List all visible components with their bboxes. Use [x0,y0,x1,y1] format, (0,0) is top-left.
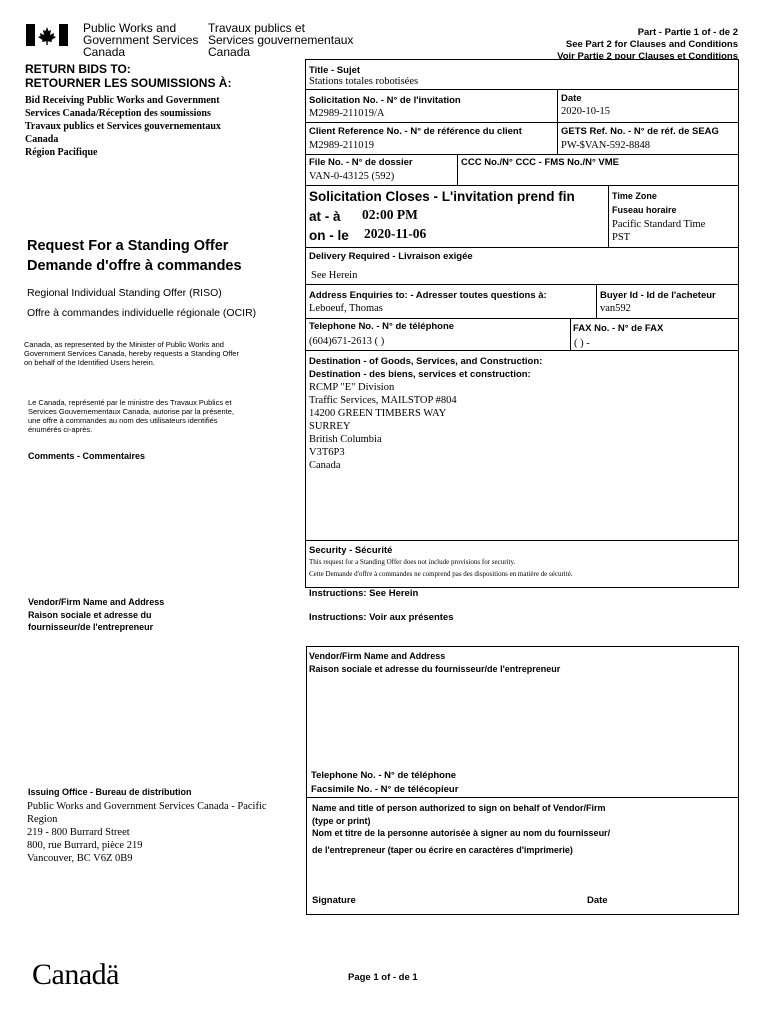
ccc-label: CCC No./N° CCC - FMS No./N° VME [461,157,620,168]
issuing-office-label: Issuing Office - Bureau de distribution [28,787,192,797]
request-paragraph-fr [28,398,234,434]
paragraph-line: Services Gouvernementaux Canada, autorise par la présente, [28,407,234,416]
office-line: Public Works and Government Services Canada - Pacific [27,801,267,812]
fax-value: ( ) - [574,338,590,349]
file-no-label: File No. - N° de dossier [309,157,413,168]
address-line: Région Pacifique [25,147,98,158]
government-flag-icon [26,24,68,46]
gets-ref-label: GETS Ref. No. - N° de réf. de SEAG [561,126,719,137]
on-label: on - le [309,228,349,243]
title-label: Title - Sujet [309,65,361,76]
destination-line: Canada [309,460,341,471]
auth-line: (type or print) [312,815,371,826]
date-label: Date [561,93,582,104]
solicitation-no-value: M2989-211019/A [309,108,385,119]
destination-line: V3T6P3 [309,447,345,458]
time-zone-label-en: Time Zone [612,191,657,201]
vendor-fax-label: Facsimile No. - N° de télécopieur [311,784,459,795]
signature-label: Signature [312,895,356,906]
part-number: Part - Partie 1 of - de 2 [637,27,738,38]
return-bids-fr: RETOURNER LES SOUMISSIONS À: [25,76,232,90]
instructions-en: Instructions: See Herein [309,588,419,599]
destination-label-en: Destination - of Goods, Services, and Construction: [309,356,543,367]
paragraph-line: Government Services Canada, hereby requests a Standing Offer [24,349,239,358]
paragraph-line: une offre à commandes au nom des utilisateurs identifiés [28,416,218,425]
solicitation-closes-label: Solicitation Closes - L'invitation prend fin [309,189,575,204]
time-zone-abbr: PST [612,232,631,243]
auth-line: Name and title of person authorized to sign on behalf of Vendor/Firm [312,803,606,813]
date-value: 2020-10-15 [561,106,610,117]
delivery-label: Delivery Required - Livraison exigée [309,251,473,262]
dept-en-line: Government Services [83,33,199,47]
security-text-fr: Cette Demande d'offre à commandes ne comprend pas des dispositions en matière de sécurité. [309,570,573,578]
comments-label: Comments - Commentaires [28,451,146,461]
dept-fr-line: Canada [208,45,251,59]
paragraph-line: énumérés ci-après. [28,425,93,434]
time-zone-value [612,218,705,244]
paragraph-line: on behalf of the Identified Users herein. [24,358,155,367]
destination-line: RCMP "E" Division [309,382,395,393]
request-paragraph-en [24,340,239,367]
dept-en-line: Canada [83,45,126,59]
destination-label [309,355,542,381]
left-vendor-label [28,596,164,634]
address-line: Services Canada/Réception des soumissions [25,108,211,119]
buyer-id-label: Buyer Id - Id de l'acheteur [600,290,716,301]
offer-type-en: Regional Individual Standing Offer (RISO) [27,287,222,299]
security-label: Security - Sécurité [309,545,393,556]
department-name-en [83,22,198,58]
client-ref-label: Client Reference No. - N° de référence du client [309,126,522,137]
authorized-signer-label [312,802,610,856]
request-title-fr: Demande d'offre à commandes [27,258,242,274]
part-indicator [557,27,738,60]
buyer-id-value: van592 [600,303,631,314]
vendor-label-line: Raison sociale et adresse du [28,609,152,620]
vendor-label-line: Vendor/Firm Name and Address [28,597,165,607]
address-line: Canada [25,134,59,145]
request-title [27,236,242,276]
dept-fr-line: Services gouvernementaux [208,33,354,47]
destination-label-fr: Destination - des biens, services et construction: [309,369,531,380]
dept-en-line: Public Works and [83,21,177,35]
office-line: 800, rue Burrard, pièce 219 [27,840,143,851]
request-title-en: Request For a Standing Offer [27,238,229,254]
at-label: at - à [309,209,341,224]
signature-date-label: Date [587,895,608,906]
see-part2-fr: Voir Partie 2 pour Clauses et Conditions [557,51,738,60]
gets-ref-value: PW-$VAN-592-8848 [561,140,651,151]
file-no-value: VAN-0-43125 (592) [309,171,395,182]
see-part2-en: See Part 2 for Clauses and Conditions [565,39,738,50]
office-line: 219 - 800 Burrard Street [27,827,130,838]
enquiries-label: Address Enquiries to: - Adresser toutes questions à: [309,290,547,301]
office-line: Region [27,814,58,825]
client-ref-value: M2989-211019 [309,140,374,151]
vendor-name-address-label [309,650,560,676]
destination-line: British Columbia [309,434,382,445]
instructions-fr: Instructions: Voir aux présentes [309,612,454,623]
vendor-label-line: fournisseur/de l'entrepreneur [28,622,154,632]
return-bids-en: RETURN BIDS TO: [25,62,131,76]
department-name-fr [208,22,353,58]
telephone-value: (604)671-2613 ( ) [309,336,385,347]
paragraph-line: Canada, as represented by the Minister of Public Works and [24,340,224,349]
auth-line: Nom et titre de la personne autorisée à signer au nom du fournisseur/ [312,828,611,838]
time-zone-name: Pacific Standard Time [612,219,706,230]
auth-line: de l'entrepreneur (taper ou écrire en caractères d'imprimerie) [312,844,573,855]
title-value: Stations totales robotisées [309,76,419,87]
issuing-office-address [27,800,267,865]
fax-label: FAX No. - N° de FAX [573,323,664,334]
closing-date-value: 2020-11-06 [364,226,427,241]
enquiries-value: Leboeuf, Thomas [309,303,383,314]
dept-fr-line: Travaux publics et [208,21,305,35]
destination-line: SURREY [309,421,351,432]
paragraph-line: Le Canada, représenté par le ministre des Travaux Publics et [28,398,232,407]
time-zone-label [612,189,677,217]
address-line: Travaux publics et Services gouvernementaux [25,121,221,132]
solicitation-no-label: Solicitation No. - N° de l'invitation [309,95,461,106]
page-number: Page 1 of - de 1 [348,972,418,983]
return-bids-heading [25,62,231,90]
office-line: Vancouver, BC V6Z 0B9 [27,853,133,864]
address-line: Bid Receiving Public Works and Government [25,95,220,106]
vendor-label-fr: Raison sociale et adresse du fournisseur/de l'entrepreneur [309,664,561,674]
destination-address [309,381,457,472]
destination-line: 14200 GREEN TIMBERS WAY [309,408,447,419]
security-text-en: This request for a Standing Offer does not include provisions for security. [309,558,516,566]
telephone-label: Telephone No. - N° de téléphone [309,321,455,332]
return-bids-address [25,94,221,159]
canada-wordmark: Canadä [32,958,119,991]
offer-type-fr: Offre à commandes individuelle régionale (OCIR) [27,307,257,319]
vendor-telephone-label: Telephone No. - N° de téléphone [311,770,457,781]
delivery-value: See Herein [311,270,358,281]
destination-line: Traffic Services, MAILSTOP #804 [309,395,457,406]
vendor-label-en: Vendor/Firm Name and Address [309,651,446,661]
offer-type [27,283,256,323]
time-zone-label-fr: Fuseau horaire [612,205,677,215]
closing-time-value: 02:00 PM [362,207,418,222]
